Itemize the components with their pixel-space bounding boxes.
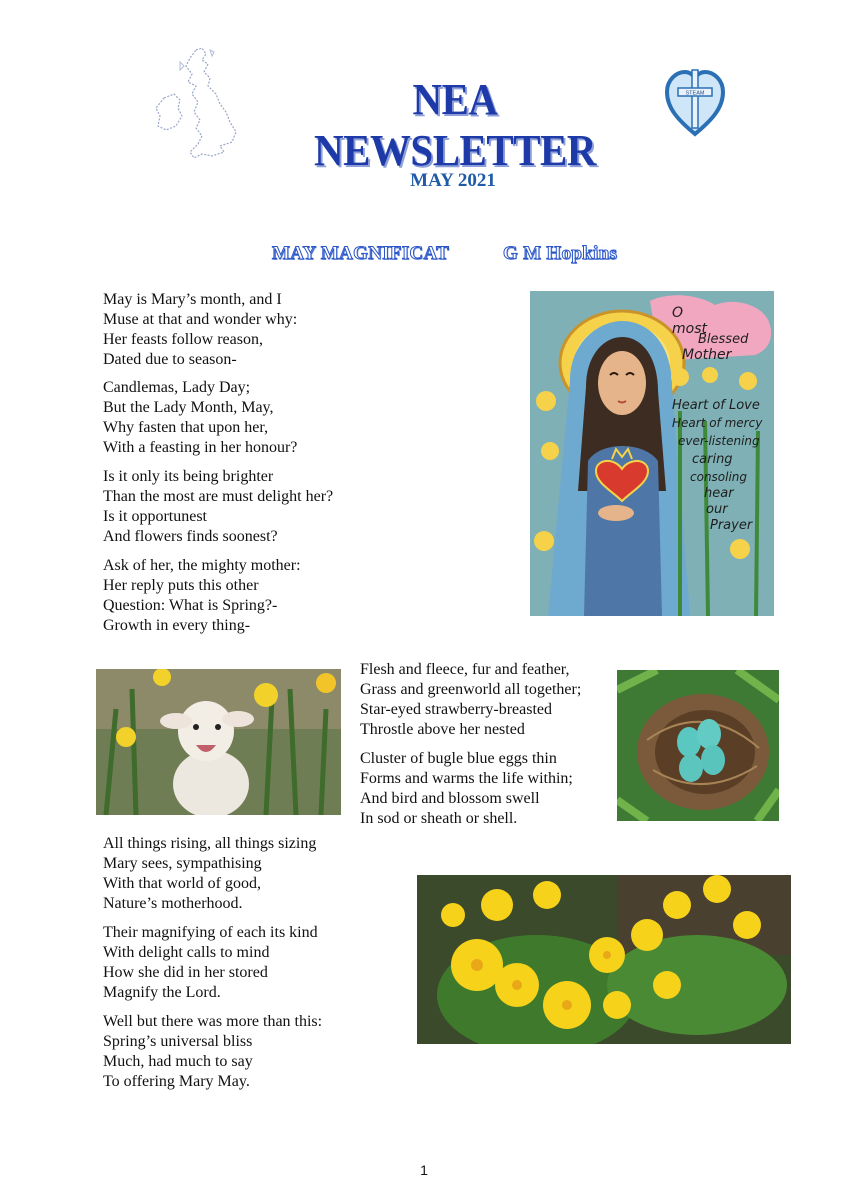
poem-line: Flesh and fleece, fur and feather,: [360, 661, 570, 678]
poem-title: MAY MAGNIFICAT: [272, 243, 450, 264]
poem-line: Magnify the Lord.: [103, 984, 221, 1001]
mary-text-line: O: [672, 305, 684, 321]
stanza-8: [103, 923, 318, 1003]
poem-line: How she did in her stored: [103, 964, 268, 981]
poem-line: Her feasts follow reason,: [103, 331, 263, 348]
mary-text-line: consoling: [690, 470, 748, 484]
poem-line: With that world of good,: [103, 875, 261, 892]
mary-text-line: most: [672, 321, 707, 337]
mary-text-line: our: [706, 502, 728, 517]
poem-line: In sod or sheath or shell.: [360, 810, 518, 827]
poem-line: Ask of her, the mighty mother:: [103, 557, 301, 574]
poem-line: And bird and blossom swell: [360, 790, 540, 807]
mary-text-line: ever-listening: [678, 434, 760, 448]
poem-line: Throstle above her nested: [360, 721, 525, 738]
poem-line: But the Lady Month, May,: [103, 399, 274, 416]
stanza-5: [360, 660, 581, 740]
stanza-4: [103, 556, 301, 636]
stanza-9: [103, 1012, 322, 1092]
poem-line: With delight calls to mind: [103, 944, 270, 961]
poem-line: Forms and warms the life within;: [360, 770, 573, 787]
poem-line: Well but there was more than this:: [103, 1013, 323, 1030]
lamb-photo: [96, 669, 341, 815]
poem-line: May is Mary’s month, and I: [103, 291, 282, 308]
poem-line: Muse at that and wonder why:: [103, 311, 298, 328]
heart-cross-emblem: [664, 66, 726, 138]
poem-line: Much, had much to say: [103, 1053, 253, 1070]
mary-text-line: Blessed: [698, 332, 749, 347]
poem-line: Than the most are must delight her?: [103, 488, 334, 505]
bird-nest-photo: [617, 670, 779, 821]
poem-line: With a feasting in her honour?: [103, 439, 298, 456]
poem-line: Their magnifying of each its kind: [103, 924, 318, 941]
mary-painting-image: [530, 291, 774, 616]
poem-line: Question: What is Spring?-: [103, 597, 278, 614]
stanza-1: [103, 290, 297, 370]
poem-line: Why fasten that upon her,: [103, 419, 269, 436]
stanza-7: [103, 834, 316, 914]
yellow-flowers-photo: [417, 875, 791, 1044]
poem-line: Growth in every thing-: [103, 617, 251, 634]
page-number: 1: [420, 1162, 428, 1178]
mary-text-line: Prayer: [710, 518, 753, 533]
poem-line: Nature’s motherhood.: [103, 895, 243, 912]
mary-text-line: Mother: [682, 347, 732, 363]
mary-text-line: Heart of Love: [672, 398, 760, 413]
poem-author: G M Hopkins: [503, 243, 618, 264]
mary-text-line: caring: [692, 452, 733, 467]
stanza-6: [360, 749, 573, 829]
stanza-2: [103, 378, 297, 458]
poem-line: Is it opportunest: [103, 508, 207, 525]
poem-line: And flowers finds soonest?: [103, 528, 278, 545]
british-isles-map-logo: [150, 42, 246, 164]
poem-line: All things rising, all things sizing: [103, 835, 317, 852]
poem-line: Cluster of bugle blue eggs thin: [360, 750, 557, 767]
stanza-3: [103, 467, 333, 547]
poem-line: Star-eyed strawberry-breasted: [360, 701, 553, 718]
mary-text-line: Heart of mercy: [672, 416, 763, 430]
emblem-label: STEAM: [685, 90, 705, 97]
poem-line: Grass and greenworld all together;: [360, 681, 582, 698]
mary-text-line: hear: [704, 486, 734, 501]
poem-line: Mary sees, sympathising: [103, 855, 262, 872]
poem-line: Her reply puts this other: [103, 577, 259, 594]
poem-line: Candlemas, Lady Day;: [103, 379, 251, 396]
poem-line: Dated due to season-: [103, 351, 237, 368]
poem-line: Spring’s universal bliss: [103, 1033, 253, 1050]
issue-date: MAY 2021: [410, 170, 496, 191]
poem-line: Is it only its being brighter: [103, 468, 274, 485]
newsletter-masthead: NEA NEWSLETTER: [314, 75, 596, 175]
poem-line: To offering Mary May.: [103, 1073, 250, 1090]
